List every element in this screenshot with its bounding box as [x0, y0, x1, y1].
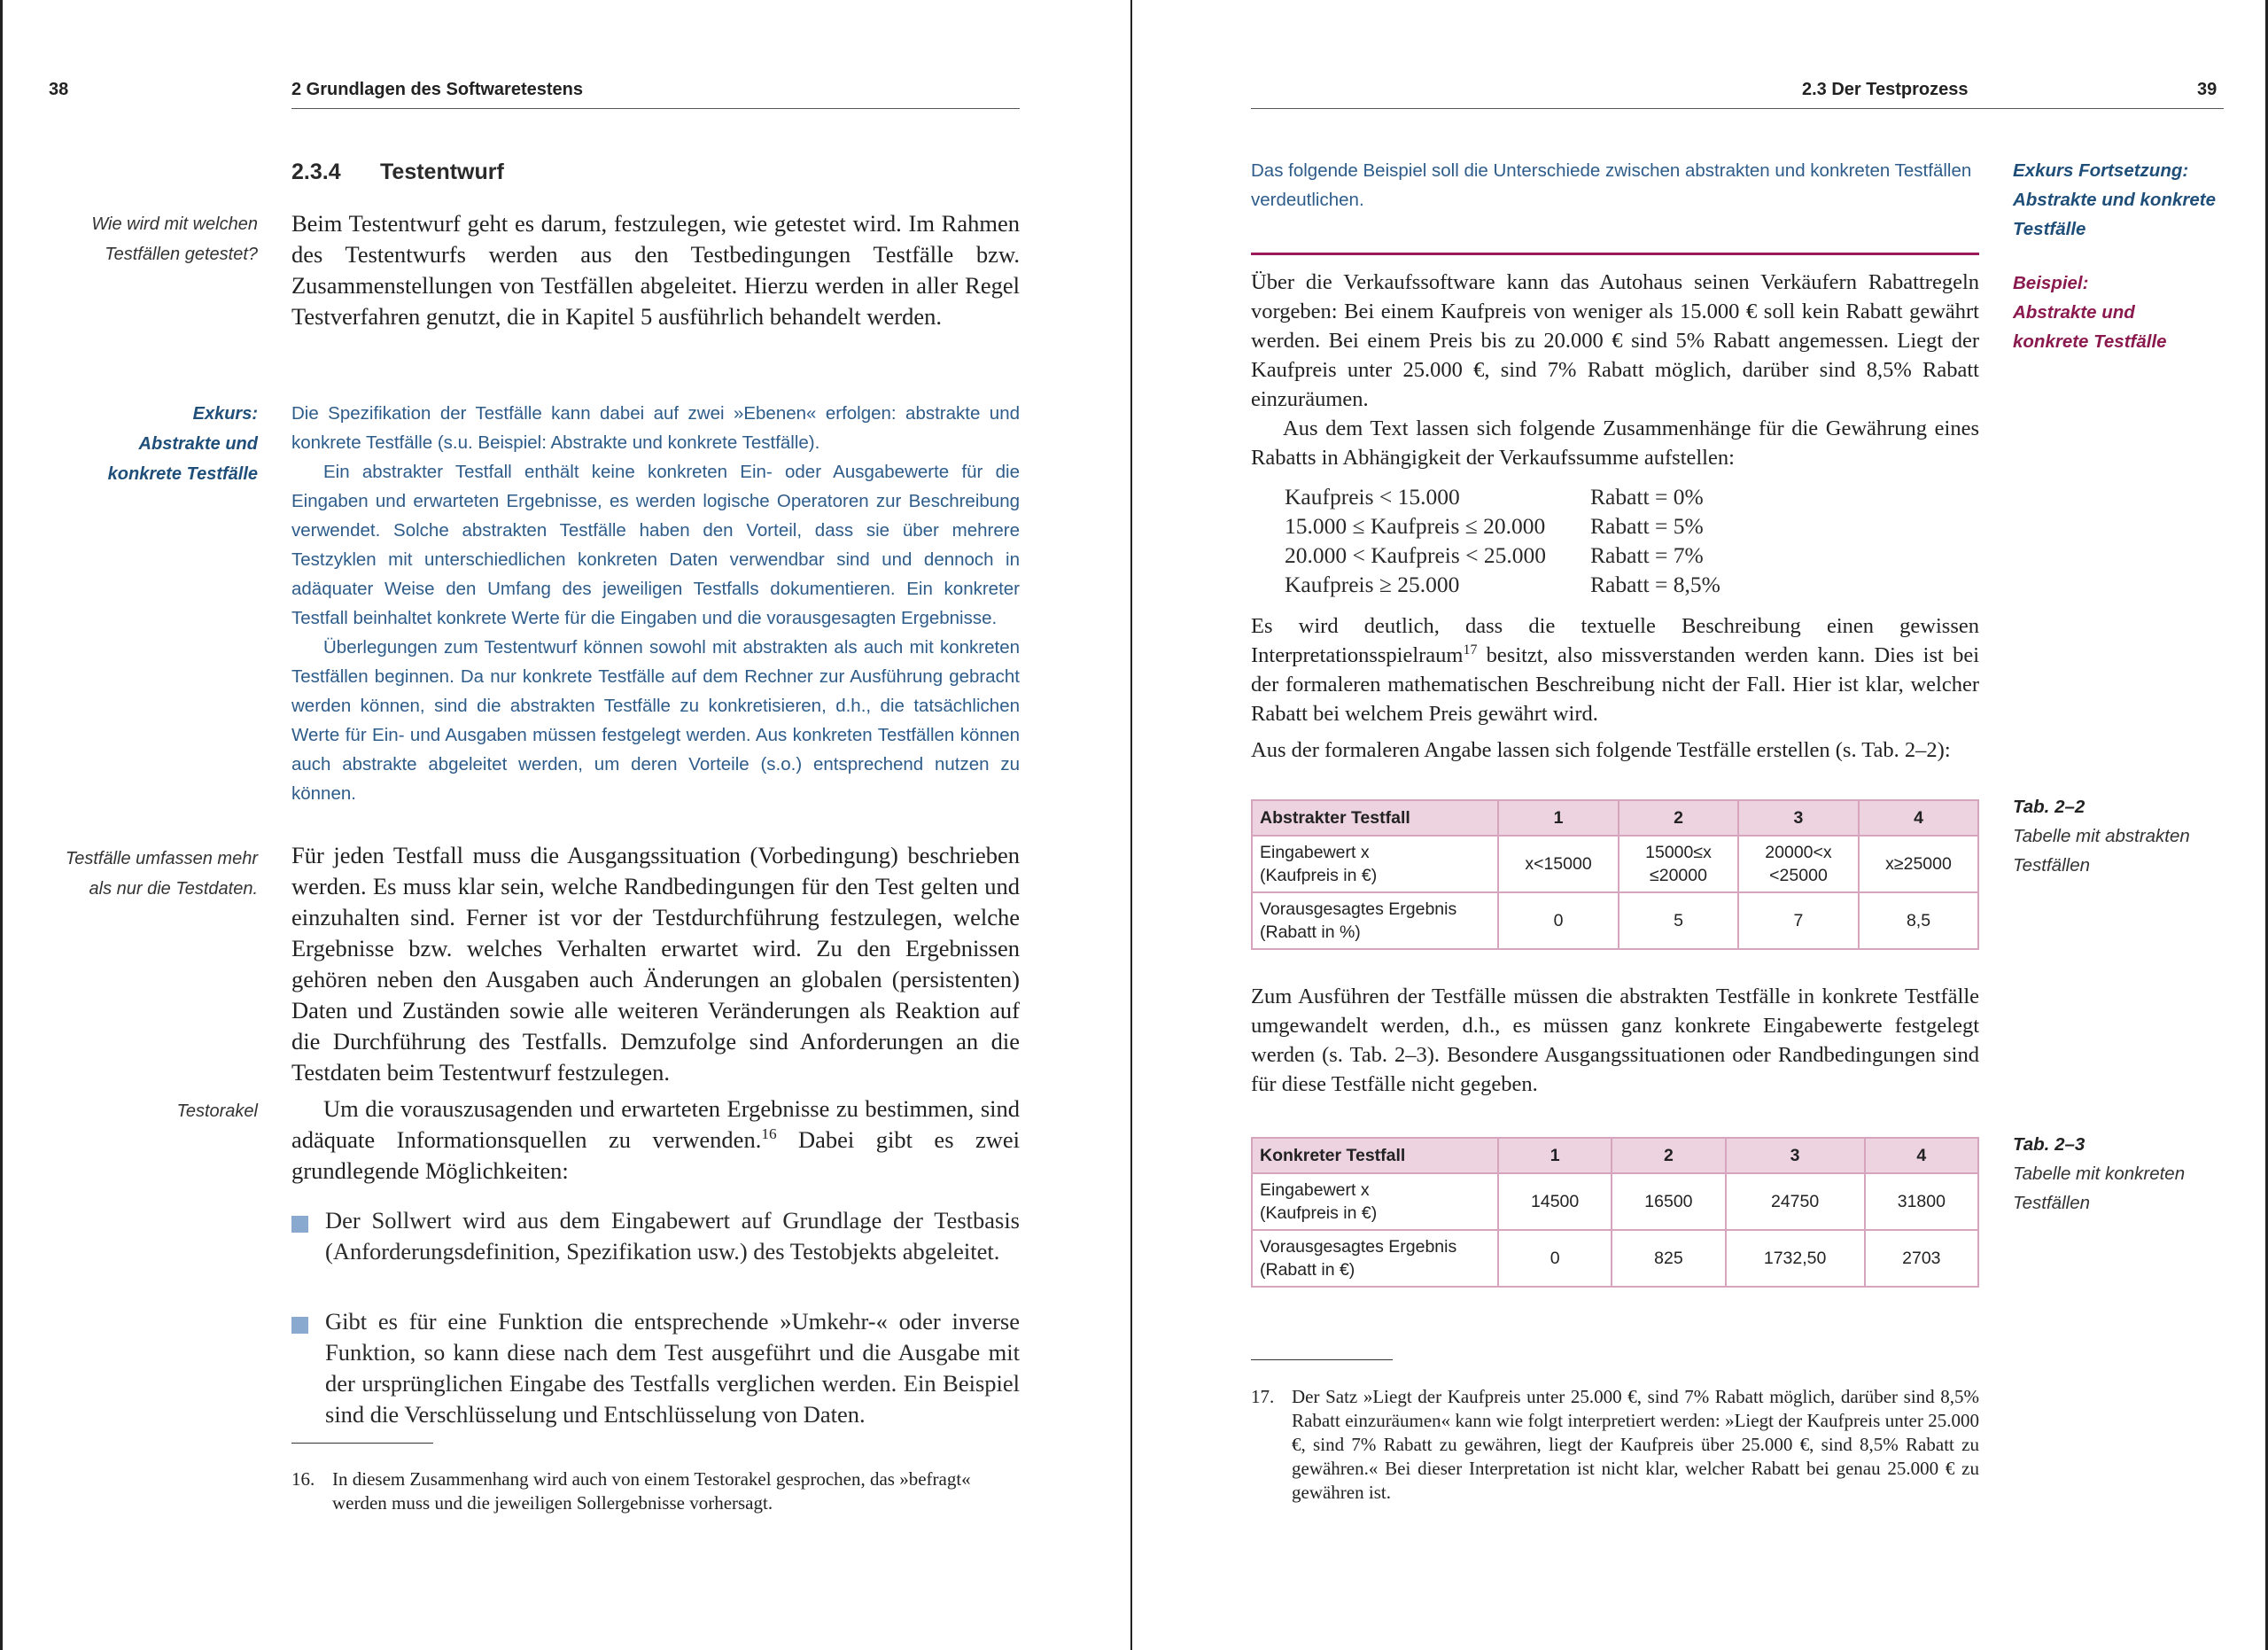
side-note-line: Beispiel: [2013, 273, 2089, 293]
table-row [1252, 1173, 1978, 1230]
side-note-line: Exkurs Fortsetzung: [2013, 160, 2189, 181]
caption-line: Tabelle mit abstrakten [2013, 826, 2190, 846]
rule-condition: Kaufpreis ≥ 25.000 [1285, 572, 1460, 597]
table-cell [1619, 836, 1738, 892]
label-line: Vorausgesagtes Ergebnis [1260, 1237, 1457, 1257]
cell-line: x<15000 [1525, 853, 1592, 874]
paragraph-text: besitzt, also missverstanden werden kann. Dies ist bei der formaleren mathematischen Beschreibung nicht der Fall. Hier ist klar, welcher Rabatt bei welchem Preis gewährt wird. [1251, 643, 1979, 726]
table-row-label [1252, 1230, 1498, 1287]
table-cell: 24750 [1726, 1173, 1865, 1230]
table-cell: 2703 [1865, 1230, 1978, 1287]
table-abstrakte-testfaelle [1251, 799, 1979, 950]
example-divider [1251, 253, 1979, 255]
rule-result: Rabatt = 7% [1590, 542, 1704, 568]
footnote-text: In diesem Zusammenhang wird auch von einem Testorakel gesprochen, das »befragt« werden muss und die jeweiligen Sollergebnisse vorhersagt. [332, 1468, 971, 1514]
table-header-cell: Konkreter Testfall [1252, 1138, 1498, 1173]
example-paragraph-4: Aus der formaleren Angabe lassen sich folgende Testfälle erstellen (s. Tab. 2–2): [1251, 738, 1951, 762]
example-paragraph-2: Aus dem Text lassen sich folgende Zusammenhänge für die Gewährung eines Rabatts in Abhängigkeit der Verkaufssumme aufstellen: [1251, 416, 1979, 470]
table-caption-2-2 [2013, 792, 2234, 880]
margin-note-line: Exkurs: [192, 404, 258, 424]
excursus-block [291, 399, 1020, 808]
table-cell: 5 [1619, 892, 1738, 949]
rule-condition: 15.000 ≤ Kaufpreis ≤ 20.000 [1285, 513, 1546, 539]
bullet-item-2 [291, 1306, 1020, 1430]
rule-row [1285, 511, 1816, 541]
rule-row [1285, 570, 1816, 599]
table-header-cell: 3 [1726, 1138, 1865, 1173]
running-head-right: 2.3 Der Testprozess [1802, 80, 1969, 99]
table-cell: 1732,50 [1726, 1230, 1865, 1287]
caption-label: Tab. 2–2 [2013, 797, 2085, 817]
margin-note-line: Testfälle umfassen mehr [65, 849, 258, 868]
left-page [0, 0, 1132, 1650]
table-header-cell: 1 [1498, 1138, 1612, 1173]
rule-result: Rabatt = 5% [1590, 513, 1704, 539]
label-line: (Kaufpreis in €) [1260, 866, 1378, 885]
table-cell: 14500 [1498, 1173, 1612, 1230]
table-cell [1498, 836, 1619, 892]
cell-line: 15000≤x [1645, 843, 1712, 862]
table-header-cell: 3 [1738, 800, 1859, 836]
rule-row [1285, 482, 1816, 511]
table-row [1252, 836, 1978, 892]
footnote-text: Der Satz »Liegt der Kaufpreis unter 25.000 €, sind 7% Rabatt möglich, darüber sind 8,5% Rabatt einzuräumen« kann wie folgt interpretiert werden: »Liegt der Kaufpreis unter 25.000 €, sind 7% Rabatt zu gewähren, liegt der Kaufpreis über 25.000 €, sind 8,5% Rabatt zu gewähren.« Bei dieser Interpretation ist nicht klar, welcher Rabatt bei genau 25.000 € zu gewähren ist. [1292, 1386, 1979, 1503]
footnote-ref-17[interactable]: 17 [1463, 642, 1478, 658]
bullet-text: Der Sollwert wird aus dem Eingabewert auf Grundlage der Testbasis (Anforderungsdefinition, Spezifikation usw.) des Testobjekts abgeleitet. [325, 1207, 1020, 1265]
paragraph-testentwurf: Beim Testentwurf geht es darum, festzulegen, wie getestet wird. Im Rahmen des Testentwurfs werden aus den Testbedingungen Testfälle bzw. Zusammenstellungen von Testfällen abgeleitet. Hierzu werden in aller Regel Testverfahren genutzt, die in Kapitel 5 ausführlich behandelt werden. [291, 210, 1020, 330]
table-caption-2-3 [2013, 1130, 2234, 1218]
cell-line: 20000<x [1765, 843, 1832, 862]
table-row-label [1252, 836, 1498, 892]
margin-note-testorakel: Testorakel [176, 1101, 258, 1121]
excursus-paragraph-3: Überlegungen zum Testentwurf können sowohl mit abstrakten als auch mit konkreten Testfällen beginnen. Da nur konkrete Testfälle auf dem Rechner zur Ausführung gebracht werden können, sind die abstrakten Testfälle zu konkretisieren, d.h., die tatsächlichen Werte für Ein- und Ausgaben müssen festgelegt werden. Aus konkreten Testfällen können auch abstrakte abgeleitet werden, um deren Vorteile (s.o.) entsprechend nutzen zu können. [291, 637, 1020, 804]
table-cell: 0 [1498, 892, 1619, 949]
table-konkrete-testfaelle [1251, 1137, 1979, 1288]
footnote-rule-left [291, 1443, 433, 1444]
table-cell [1859, 836, 1978, 892]
table-header-cell: 2 [1612, 1138, 1725, 1173]
label-line: Vorausgesagtes Ergebnis [1260, 899, 1457, 919]
table-cell: 8,5 [1859, 892, 1978, 949]
table-cell: 7 [1738, 892, 1859, 949]
margin-note-testdaten [38, 844, 258, 904]
margin-note-line: konkrete Testfälle [107, 464, 258, 484]
table-cell: 0 [1498, 1230, 1612, 1287]
footnote-number: 17. [1251, 1386, 1275, 1407]
side-note-line: konkrete Testfälle [2013, 331, 2167, 352]
table-header-cell: 4 [1865, 1138, 1978, 1173]
paragraph-text: Um die vorauszusagenden und erwarteten Ergebnisse zu bestimmen, sind adäquate Informationsquellen zu verwenden. [291, 1095, 1020, 1153]
margin-note-exkurs [38, 399, 258, 489]
margin-note-line: Abstrakte und [138, 434, 258, 454]
bullet-text: Gibt es für eine Funktion die entsprechende »Umkehr-« oder inverse Funktion, so kann diese nach dem Test ausgeführt und die Ausgabe mit der ursprünglichen Eingabe des Testfalls verglichen werden. Ein Beispiel sind die Verschlüsselung und Entschlüsselung von Daten. [325, 1308, 1020, 1428]
table-row-label [1252, 892, 1498, 949]
bullet-item-1 [291, 1205, 1020, 1267]
rule-result: Rabatt = 8,5% [1590, 572, 1720, 597]
table-row-label [1252, 1173, 1498, 1230]
caption-line: Testfällen [2013, 855, 2090, 876]
excursus-paragraph-1: Die Spezifikation der Testfälle kann dabei auf zwei »Ebenen« erfolgen: abstrakte und konkrete Testfälle (s.u. Beispiel: Abstrakte und konkrete Testfälle). [291, 403, 1020, 453]
bullet-square-icon [291, 1317, 308, 1334]
table-header-row [1252, 1138, 1978, 1173]
table-header-cell: Abstrakter Testfall [1252, 800, 1498, 836]
header-rule-right [1251, 108, 2224, 109]
running-head-left: 2 Grundlagen des Softwaretestens [291, 80, 583, 99]
label-line: Eingabewert x [1260, 843, 1370, 862]
paragraph-testorakel [291, 1094, 1020, 1187]
paragraph-text: Dabei gibt es zwei grundlegende Möglichkeiten: [291, 1126, 1020, 1184]
margin-note-testfaelle [38, 209, 258, 269]
margin-note-line: Wie wird mit welchen [91, 214, 258, 234]
footnote-ref-16[interactable]: 16 [761, 1125, 777, 1143]
table-cell: 31800 [1865, 1173, 1978, 1230]
page-number-left: 38 [49, 80, 69, 99]
cell-line: x≥25000 [1885, 853, 1952, 874]
example-intro: Das folgende Beispiel soll die Unterschiede zwischen abstrakten und konkreten Testfällen verdeutlichen. [1251, 160, 1972, 210]
example-paragraph-3 [1251, 611, 1979, 728]
label-line: (Rabatt in €) [1260, 1260, 1355, 1280]
table-header-cell: 4 [1859, 800, 1978, 836]
paragraph-ausgangssituation: Für jeden Testfall muss die Ausgangssituation (Vorbedingung) beschrieben werden. Es muss klar sein, welche Randbedingungen für den Test gelten und einzuhalten sind. Ferner ist vor der Testdurchführung festzulegen, welche Ergebnisse bzw. welches Verhalten erwartet wird. Zu den Ergebnissen gehören neben den Ausgaben auch Änderungen an globalen (persistenten) Daten und Zuständen sowie alle weiteren Veränderungen als Reaktion auf die Durchführung des Testfalls. Demzufolge sind Anforderungen an die Testdaten beim Testentwurf festzulegen. [291, 842, 1020, 1086]
margin-note-line: Testfällen getestet? [105, 245, 258, 264]
right-page [1132, 0, 2268, 1650]
side-note-line: Testfälle [2013, 219, 2086, 239]
footnote-number: 16. [291, 1468, 315, 1490]
cell-line: <25000 [1769, 866, 1828, 885]
rule-result: Rabatt = 0% [1590, 484, 1704, 510]
rule-condition: Kaufpreis < 15.000 [1285, 484, 1460, 510]
side-note-line: Abstrakte und konkrete [2013, 190, 2216, 210]
header-rule-left [291, 108, 1020, 109]
side-note-exkurs-fortsetzung [2013, 156, 2234, 244]
rule-condition: 20.000 < Kaufpreis < 25.000 [1285, 542, 1547, 568]
rule-row [1285, 541, 1816, 570]
footnote-rule-right [1251, 1359, 1393, 1360]
example-paragraph-5: Zum Ausführen der Testfälle müssen die abstrakten Testfälle in konkrete Testfälle umgewandelt werden, d.h., es müssen ganz konkrete Eingabewerte festgelegt werden (s. Tab. 2–3). Besondere Ausgangssituationen oder Randbedingungen sind für diese Testfälle nicht gegeben. [1251, 985, 1979, 1096]
table-header-cell: 1 [1498, 800, 1619, 836]
footnote-17 [1251, 1385, 1979, 1505]
label-line: (Kaufpreis in €) [1260, 1203, 1378, 1223]
footnote-16 [291, 1467, 1020, 1515]
label-line: Eingabewert x [1260, 1180, 1370, 1200]
cell-line: ≤20000 [1650, 866, 1707, 885]
caption-label: Tab. 2–3 [2013, 1134, 2085, 1155]
table-cell [1738, 836, 1859, 892]
caption-line: Testfällen [2013, 1193, 2090, 1213]
margin-note-line: als nur die Testdaten. [89, 879, 258, 899]
table-cell: 825 [1612, 1230, 1725, 1287]
caption-line: Tabelle mit konkreten [2013, 1164, 2186, 1184]
table-row [1252, 1230, 1978, 1287]
table-cell: 16500 [1612, 1173, 1725, 1230]
example-body-2 [1251, 611, 1979, 765]
label-line: (Rabatt in %) [1260, 922, 1361, 942]
excursus-paragraph-2: Ein abstrakter Testfall enthält keine konkreten Ein- oder Ausgabewerte für die Eingaben und erwarteten Ergebnisse, es werden logische Operatoren zur Beschreibung verwendet. Solche abstrakten Testfälle haben den Vorteil, dass sie über mehrere Testzyklen mit unterschiedlichen konkreten Daten verwendbar sind und dennoch in adäquater Weise den Umfang des jeweiligen Testfalls dokumentieren. Ein konkreter Testfall beinhaltet konkrete Werte für die Eingaben und die vorausgesagten Ergebnisse. [291, 462, 1020, 628]
section-number: 2.3.4 [291, 160, 341, 184]
paragraph-text: Es wird deutlich, dass die textuelle Beschreibung einen gewissen Interpretationsspielraum [1251, 614, 1979, 667]
table-header-row [1252, 800, 1978, 836]
rabatt-rules [1285, 482, 1816, 599]
example-paragraph-1: Über die Verkaufssoftware kann das Autohaus seinen Verkäufern Rabattregeln vorgeben: Bei einem Kaufpreis von weniger als 15.000 € soll kein Rabatt gewährt werden. Bei einem Preis bis zu 20.000 € sind 5% Rabatt angemessen. Liegt der Kaufpreis unter 25.000 €, sind 7% Rabatt möglich, darüber sind 8,5% Rabatt einzuräumen. [1251, 270, 1979, 411]
section-title: Testentwurf [380, 160, 504, 184]
side-note-beispiel [2013, 269, 2234, 356]
table-header-cell: 2 [1619, 800, 1738, 836]
page-number-right: 39 [2197, 80, 2218, 99]
bullet-square-icon [291, 1216, 308, 1233]
example-body [1251, 268, 1979, 472]
table-row [1252, 892, 1978, 949]
side-note-line: Abstrakte und [2013, 302, 2135, 323]
